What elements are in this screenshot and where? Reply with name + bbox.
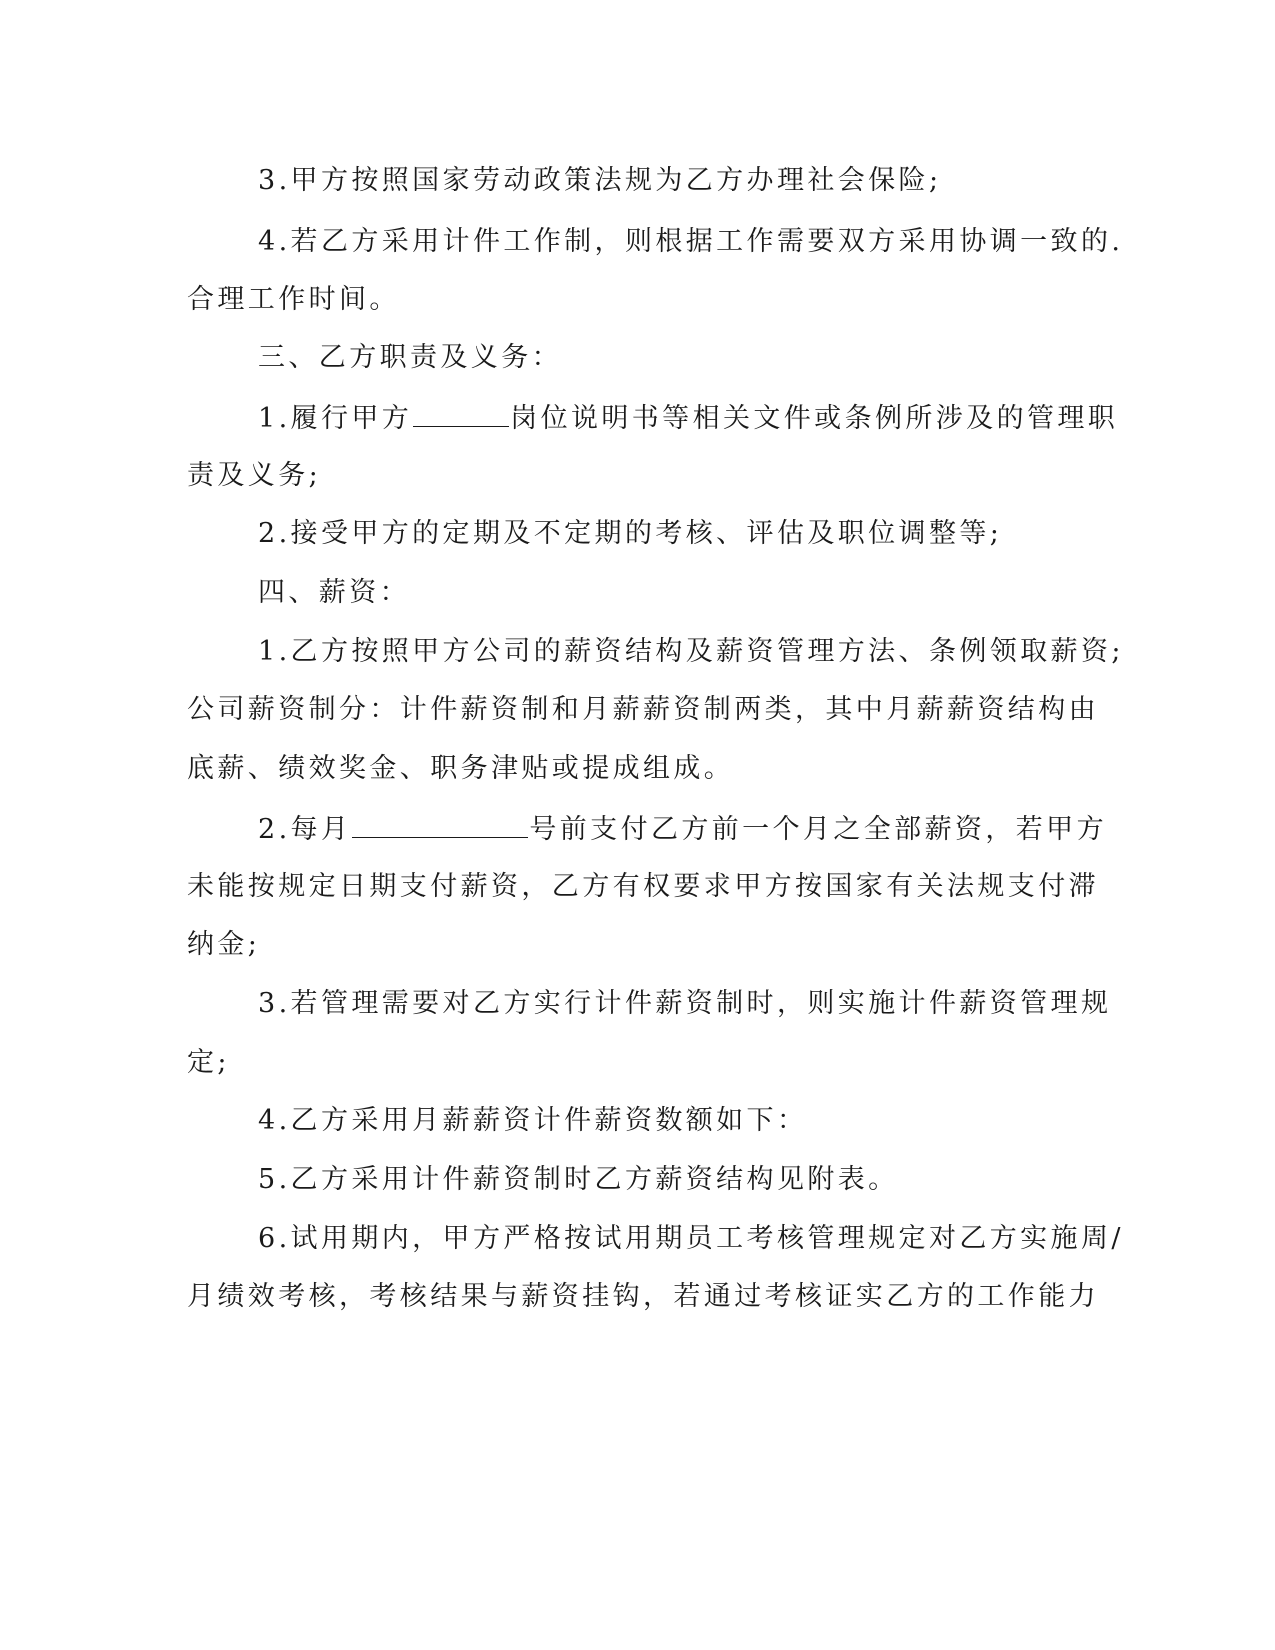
clause-piecework-hours: 4.若乙方采用计件工作制，则根据工作需要双方采用协调一致的. xyxy=(258,226,1124,257)
clause-salary-2-suffix: 号前支付乙方前一个月之全部薪资，若甲方 xyxy=(529,814,1107,845)
clause-piecework-hours-cont: 合理工作时间。 xyxy=(187,284,400,315)
clause-salary-6: 6.试用期内，甲方严格按试用期员工考核管理规定对乙方实施周/ xyxy=(258,1223,1124,1254)
clause-salary-3: 3.若管理需要对乙方实行计件薪资制时，则实施计件薪资管理规 xyxy=(258,988,1112,1019)
clause-duties-1 xyxy=(258,400,1118,436)
clause-salary-1-cont-b: 底薪、绩效奖金、职务津贴或提成组成。 xyxy=(187,753,735,784)
clause-social-insurance: 3.甲方按照国家劳动政策法规为乙方办理社会保险; xyxy=(258,165,942,196)
clause-salary-6-cont: 月绩效考核，考核结果与薪资挂钩，若通过考核证实乙方的工作能力 xyxy=(187,1281,1099,1312)
fill-in-blank-pay-day[interactable] xyxy=(352,811,528,838)
clause-duties-1-prefix: 1.履行甲方 xyxy=(258,403,413,434)
fill-in-blank-position[interactable] xyxy=(413,400,509,427)
clause-salary-3-cont: 定; xyxy=(187,1047,230,1078)
clause-salary-2-cont-b: 纳金; xyxy=(187,929,261,960)
section-heading-party-b-duties: 三、乙方职责及义务： xyxy=(258,342,562,373)
clause-duties-2: 2.接受甲方的定期及不定期的考核、评估及职位调整等; xyxy=(258,518,1003,549)
clause-duties-1-cont: 责及义务; xyxy=(187,460,322,491)
clause-salary-2-cont-a: 未能按规定日期支付薪资，乙方有权要求甲方按国家有关法规支付滞 xyxy=(187,871,1099,902)
clause-salary-4: 4.乙方采用月薪薪资计件薪资数额如下： xyxy=(258,1105,808,1136)
clause-salary-5: 5.乙方采用计件薪资制时乙方薪资结构见附表。 xyxy=(258,1164,899,1195)
section-heading-salary: 四、薪资： xyxy=(258,577,410,608)
clause-salary-2 xyxy=(258,811,1107,847)
clause-salary-1-cont-a: 公司薪资制分：计件薪资制和月薪薪资制两类，其中月薪薪资结构由 xyxy=(187,694,1099,725)
clause-duties-1-suffix: 岗位说明书等相关文件或条例所涉及的管理职 xyxy=(510,403,1119,434)
clause-salary-2-prefix: 2.每月 xyxy=(258,814,352,845)
clause-salary-1: 1.乙方按照甲方公司的薪资结构及薪资管理方法、条例领取薪资; xyxy=(258,636,1124,667)
